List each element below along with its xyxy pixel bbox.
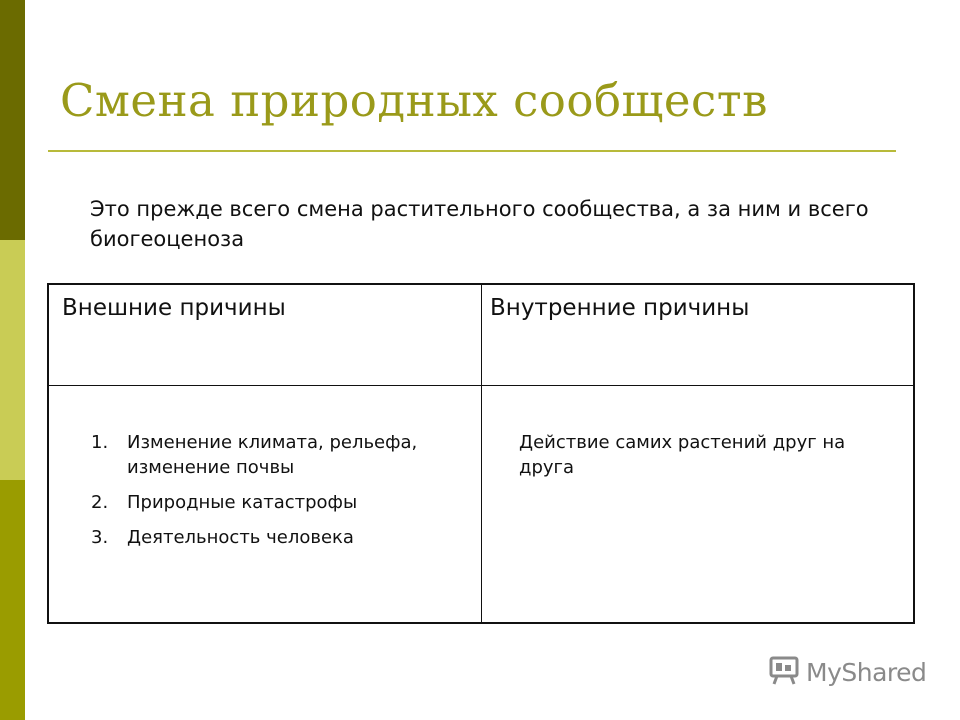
internal-cause-text: Действие самих растений друг на друга (519, 432, 846, 478)
myshared-logo (768, 656, 926, 688)
header-cell-external (49, 285, 482, 386)
list-item (91, 430, 431, 480)
side-bar-segment-middle (0, 240, 25, 480)
causes-table (47, 283, 915, 624)
list-item-number: 3. (91, 527, 109, 548)
list-item-number: 1. (91, 432, 109, 453)
header-internal-causes: Внутренние причины (490, 295, 750, 321)
presentation-board-icon (768, 655, 802, 689)
list-item-text: Природные катастрофы (127, 492, 358, 513)
list-item-text: Деятельность человека (127, 527, 354, 548)
side-bar-segment-top (0, 0, 25, 240)
header-cell-internal (482, 285, 913, 386)
list-item (91, 490, 431, 515)
slide-title: Смена природных сообществ (60, 74, 768, 127)
title-underline (48, 150, 896, 152)
external-causes-cell (49, 386, 482, 622)
list-item-text: Изменение климата, рельефа, изменение почвы (127, 432, 418, 478)
list-item-number: 2. (91, 492, 109, 513)
external-causes-list (91, 430, 431, 560)
header-external-causes: Внешние причины (62, 295, 286, 321)
side-bar-segment-bottom (0, 480, 25, 720)
slide-subtitle: Это прежде всего смена растительного сообщества, а за ним и всего биогеоценоза (90, 197, 869, 251)
internal-causes-cell (482, 386, 913, 622)
logo-text: MyShared (806, 657, 927, 687)
list-item (91, 525, 431, 550)
